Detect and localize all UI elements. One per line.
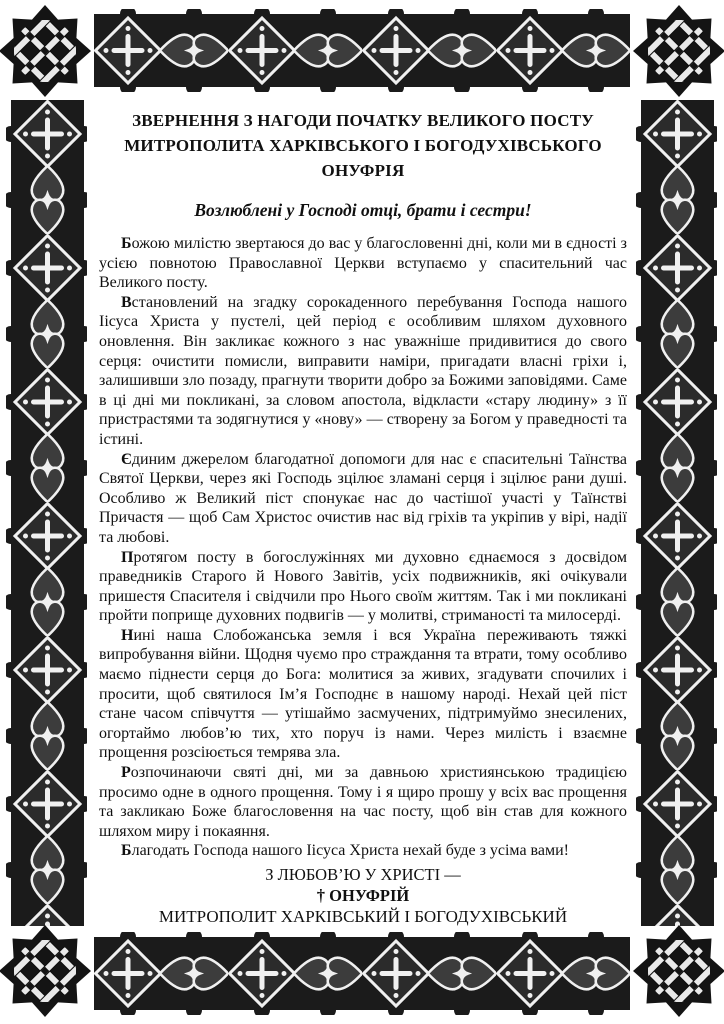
signature-title: МИТРОПОЛИТ ХАРКІВСЬКИЙ І БОГОДУХІВСЬКИЙ xyxy=(158,907,568,926)
corner-knot-icon xyxy=(632,924,724,1017)
corner-knot-icon xyxy=(0,924,92,1017)
valediction-line: З ЛЮБОВ’Ю У ХРИСТІ — xyxy=(265,865,461,884)
paragraph: Нині наша Слобожанська земля і вся Україна переживають тяжкі випробування війни. Щодня чуємо про страждання та втрати, тому особливо маємо піднести серця до Бога: молитися за живих, згадувати спочилих і просити, щоб святилося Ім’я Господнє в нашому народі. Нехай цей піст стане часом співчуття — утішаймо засмучених, підтримуймо знесилених, огортаймо любов’ю тих, хто поруч із нами. Через милість і взаємне прощення розсіюється темрява зла. xyxy=(99,626,627,762)
paragraph: Розпочинаючи святі дні, ми за давньою християнською традицією просимо одне в одного прощення. Тому і я щиро прошу у всіх вас прощення та закликаю Боже благословення на час посту, щоб він став для кожного шляхом миру і покаяння. xyxy=(99,764,627,840)
paragraph: Божою милістю звертаюся до вас у благословенні дні, коли ми в єдності з усією повнотою Православної Церкви вступаємо у спасительний час Великого посту. xyxy=(99,235,627,292)
paragraph: Благодать Господа нашого Іісуса Христа нехай буде з усіма вами! xyxy=(121,842,570,860)
paragraph: Протягом посту в богослужіннях ми духовно єднаємося з досвідом праведників Старого й Нового Завітів, усіх подвижників, які очікували пришестя Спасителя і свідчили про Нього своїм життям. Так і ми покликані пройти поприще духовних подвигів — у молитві, стриманості та милосерді. xyxy=(99,548,627,625)
border-band-right xyxy=(636,100,717,926)
paragraph: Єдиним джерелом благодатної допомоги для нас є спасительні Таїнства Святої Церкви, через які Господь зцілює зламані серця і зцілює рани душі. Особливо ж Великий піст спонукає нас до частішої участі у Таїнстві Причастя — щоб Сам Христос очистив нас від гріхів та укріпив у вірі, надії та любові. xyxy=(99,450,627,546)
border-band-bottom xyxy=(94,932,630,1015)
border-band-left xyxy=(6,100,87,926)
border-band-top xyxy=(94,9,630,92)
body-text xyxy=(99,234,627,861)
paragraph: Встановлений на згадку сорокаденного перебування Господа нашого Іісуса Христа у пустелі, цей період є особливим шляхом духовного оновлення. Він закликає кожного з нас уважніше придивитися до свого серця: очистити помисли, виправити наміри, пригадати власні гріхи і, залишивши зло позаду, прагнути творити добро за Божими заповідями. Саме в ці дні ми покликані, за словом апостола, відкласти «стару людину» з її пристрастями та зодягнутися у «нову» — створену за Богом у праведності та істині. xyxy=(99,293,627,448)
corner-knot-icon xyxy=(0,4,92,97)
page-title: ЗВЕРНЕННЯ З НАГОДИ ПОЧАТКУ ВЕЛИКОГО ПОСТУ МИТРОПОЛИТА ХАРКІВСЬКОГО І БОГОДУХІВСЬКОГО ОНУФРІЯ xyxy=(124,111,602,180)
signature-name: † ОНУФРІЙ xyxy=(316,886,410,905)
corner-knot-icon xyxy=(632,4,724,97)
salutation: Возлюблені у Господі отці, брати і сестри! xyxy=(194,200,532,220)
closing-block xyxy=(99,864,627,927)
document-content xyxy=(99,102,627,934)
